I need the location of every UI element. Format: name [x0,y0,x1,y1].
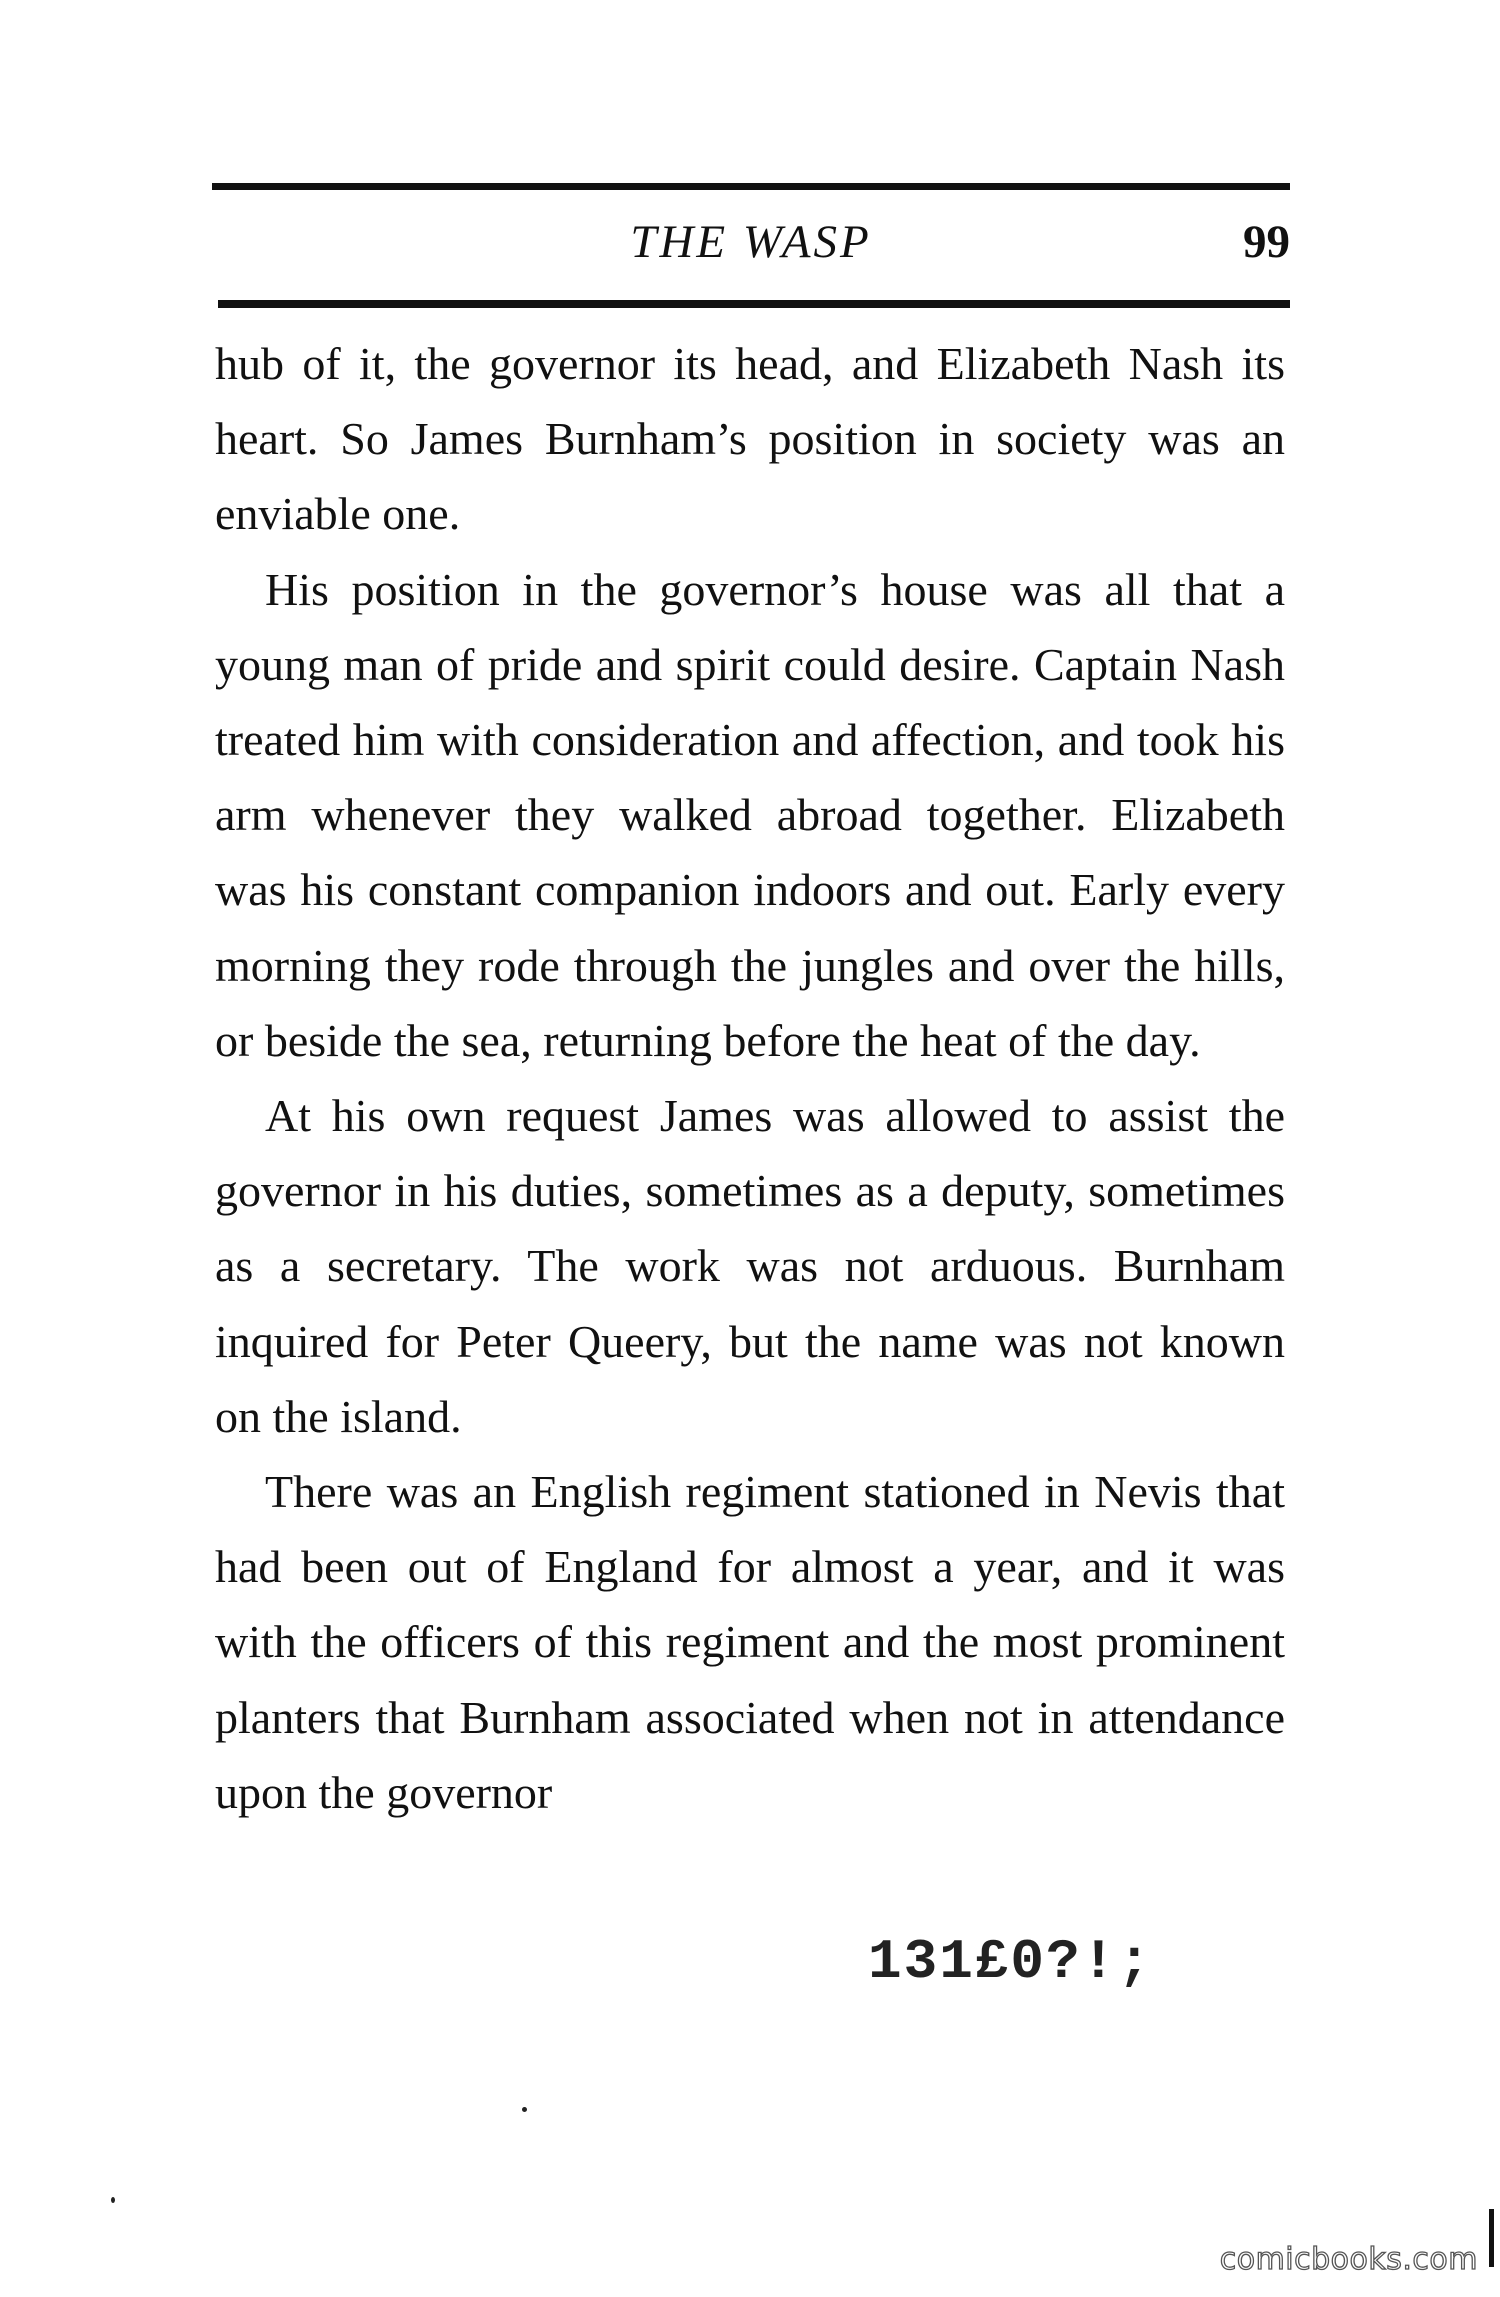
header-bottom-rule [218,300,1290,308]
running-head [212,212,1290,272]
ink-speck [522,2107,527,2112]
watermark: comicbooks.com [1219,2242,1478,2277]
page-edge-mark [1489,2209,1494,2267]
body-text [215,326,1285,1830]
page-number: 99 [1243,216,1290,268]
paragraph: There was an English regiment stationed in Nevis that had been out of England for almost a year, and it was with the officers of this regiment and the most prominent planters that Burnham associated when not in attendance upon the governor [215,1466,1285,1818]
running-head-title: THE WASP [630,216,872,268]
header-top-rule [212,183,1290,190]
paragraph: His position in the governor’s house was all that a young man of pride and spirit could desire. Captain Nash treated him with consideration and affection, and took his arm whenever they walked abroad together. Elizabeth was his constant companion indoors and out. Early every morning they rode through the jungles and over the hills, or beside the sea, returning before the heat of the day. [215,563,1285,1066]
library-stamp: 131£0?!; [868,1930,1153,1994]
paragraph-continued: hub of it, the governor its head, and Elizabeth Nash its heart. So James Burnham’s position in society was an enviable one. [215,338,1285,540]
ink-speck [111,2197,115,2203]
paragraph: At his own request James was allowed to assist the governor in his duties, sometimes as a deputy, sometimes as a secretary. The work was not arduous. Burnham inquired for Peter Queery, but the name was not known on the island. [215,1090,1285,1442]
